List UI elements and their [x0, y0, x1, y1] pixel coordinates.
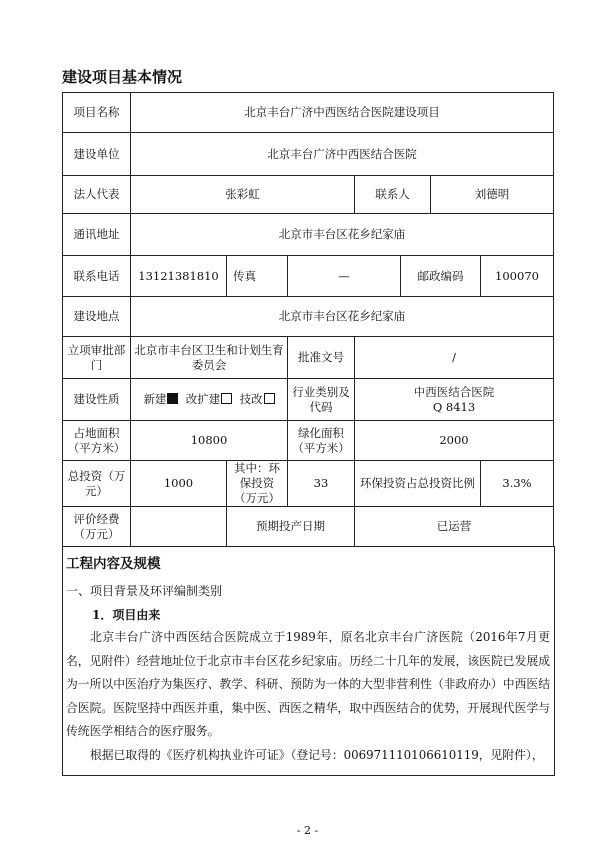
approval-doc-label: 批准文号 — [288, 337, 355, 379]
construction-unit-label: 建设单位 — [63, 133, 131, 176]
invest-value: 1000 — [131, 461, 227, 507]
site-label: 建设地点 — [63, 297, 131, 337]
production-date-value: 已运营 — [355, 507, 554, 547]
page-number: - 2 - — [296, 824, 319, 837]
legal-rep-label: 法人代表 — [63, 176, 131, 214]
construction-unit-value: 北京丰台广济中西医结合医院 — [131, 133, 554, 176]
site-value: 北京市丰台区花乡纪家庙 — [131, 297, 554, 337]
contact-label: 联系人 — [355, 176, 431, 214]
env-invest-label: 其中：环保投资（万元） — [227, 461, 288, 507]
section-heading: 工程内容及规模 — [66, 556, 161, 572]
env-ratio-label: 环保投资占总投资比例 — [355, 461, 481, 507]
industry-value — [355, 379, 554, 421]
approval-doc-value: / — [355, 337, 554, 379]
paragraph-license: 根据已取得的《医疗机构执业许可证》（登记号：006971110106610119，见附件）， — [90, 748, 544, 762]
approval-dept-label: 立项审批部门 — [63, 337, 131, 379]
checkbox-empty-icon — [264, 393, 275, 404]
project-name-value: 北京丰台广济中西医结合医院建设项目 — [131, 93, 554, 133]
approval-dept-value: 北京市丰台区卫生和计划生育委员会 — [131, 337, 288, 379]
industry-code: Q 8413 — [432, 399, 476, 414]
production-date-label: 预期投产日期 — [227, 507, 355, 547]
address-label: 通讯地址 — [63, 214, 131, 256]
paragraph-origin: 北京丰台广济中西医结合医院成立于1989年，原名北京丰台广济医院（2016年7月更名，见附件）经营地址位于北京市丰台区花乡纪家庙。历经二十几年的发展，该医院已发展成为一所以中医治疗为集医疗、教学、科研、预防为一体的大型非营利性（非政府办）中西医结合医院。医院坚持中西医并重，集中医、西医之精华，取中西医结合的优势，开展现代医学与传统医学相结合的医疗服务。 — [66, 630, 550, 738]
fax-value: — — [288, 256, 401, 297]
green-label: 绿化面积（平方米） — [288, 421, 355, 461]
legal-rep-value: 张彩虹 — [131, 176, 355, 214]
nature-new-label: 新建 — [143, 392, 167, 406]
green-value: 2000 — [355, 421, 554, 461]
industry-label: 行业类别及代码 — [288, 379, 355, 421]
industry-name: 中西医结合医院 — [413, 384, 495, 399]
phone-label: 联系电话 — [63, 256, 131, 297]
area-label: 占地面积（平方米） — [63, 421, 131, 461]
nature-options — [131, 379, 288, 421]
subsection-heading: 一、项目背景及环评编制类别 — [66, 584, 223, 598]
env-invest-value: 33 — [288, 461, 355, 507]
project-name-label: 项目名称 — [63, 93, 131, 133]
area-value: 10800 — [131, 421, 288, 461]
nature-expand-label: 改扩建 — [185, 392, 221, 406]
eval-fee-label: 评价经费（万元） — [63, 507, 131, 547]
address-value: 北京市丰台区花乡纪家庙 — [131, 214, 554, 256]
contact-value: 刘德明 — [431, 176, 554, 214]
env-ratio-value: 3.3% — [481, 461, 554, 507]
item-heading: 1．项目由来 — [92, 608, 161, 622]
postcode-value: 100070 — [481, 256, 554, 297]
basic-info-table — [62, 92, 554, 547]
page-title: 建设项目基本情况 — [62, 68, 183, 86]
checkbox-empty-icon — [221, 393, 232, 404]
invest-label: 总投资（万元） — [63, 461, 131, 507]
fax-label: 传真 — [227, 256, 288, 297]
phone-value: 13121381810 — [131, 256, 227, 297]
eval-fee-value — [131, 507, 227, 547]
postcode-label: 邮政编码 — [401, 256, 481, 297]
nature-tech-label: 技改 — [239, 392, 263, 406]
checkbox-checked-icon — [167, 393, 178, 404]
nature-label: 建设性质 — [63, 379, 131, 421]
